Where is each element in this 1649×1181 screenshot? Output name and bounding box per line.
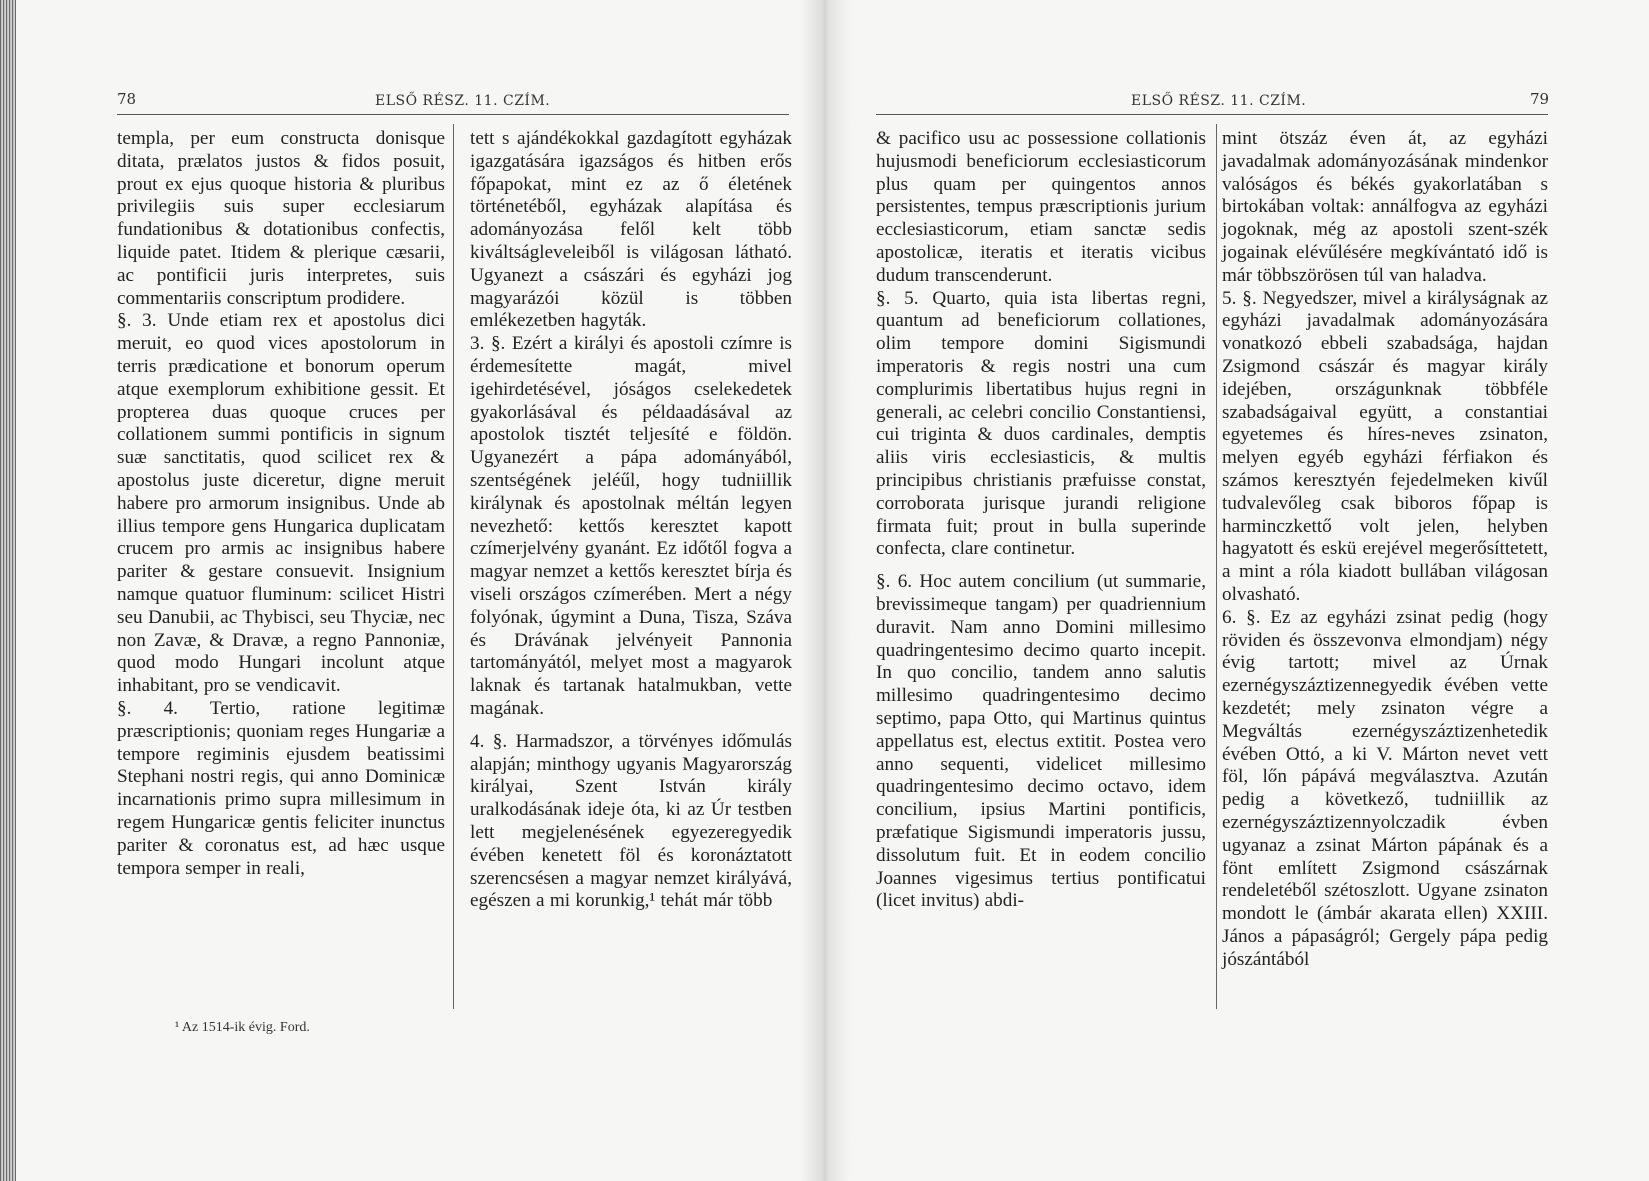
left-running-head: ELSŐ RÉSZ. 11. CZÍM. xyxy=(375,93,551,109)
paragraph: 3. §. Ezért a királyi és apostoli czímre is érdemesítette magát, mivel igehirdetésével, jóságos cselekedetek gyakorlásával és példaadásával az apostolok tisztét teljesíté e földön. Ugyanezért a pápa adományából, szentségének jeléűl, hogy tudniillik királynak és apostolnak méltán legyen nevezhető: kettős keresztet kapott czímerjelvény gyanánt. Ez időtől fogva a magyar nemzet a kettős keresztet bírja és viseli országos czímerében. Mert a négy folyónak, úgymint a Duna, Tisza, Száva és Drávának jelvényeit Pannonia tartományától, melyet most a magyarok laknak és tartanak hatalmukban, vette magának. xyxy=(470,333,792,719)
paragraph: mint ötszáz éven át, az egyházi javadalmak adományozásának mindenkor valóságos és békés gyakorlatában s birtokában voltak: annálfogva az egyházi jogoknak, még az apostoli szent-szék jogainak elévűlésére megkívántató idő is már többszörösen túl van haladva. xyxy=(1222,128,1548,286)
right-page xyxy=(826,0,1649,1181)
left-latin-column xyxy=(117,128,445,880)
right-header-rule xyxy=(876,114,1548,115)
left-column-divider xyxy=(453,124,454,1009)
page-edges xyxy=(0,0,16,1181)
left-page-number: 78 xyxy=(117,90,137,108)
paragraph: 4. §. Harmadszor, a törvényes időmulás alapján; minthogy ugyanis Magyarország királyai, Szent István király uralkodásának ideje óta, ki az Úr testben lett megjelenésének egyezeregyedik évében kenetett föl és koronáztatott szerencsésen a magyar nemzet királyává, egészen a mi korunkig,¹ tehát már több xyxy=(470,730,792,912)
book-gutter xyxy=(800,0,850,1181)
right-hungarian-column xyxy=(1222,128,1548,971)
paragraph: §. 4. Tertio, ratione legitimæ præscriptionis; quoniam reges Hungariæ a tempore regiminis ejusdem beatissimi Stephani nostri regis, qui anno Dominicæ incarnationis primo supra millesimum in regem Hungaricæ gentis feliciter inunctus pariter & coronatus est, ad hæc usque tempora semper in reali, xyxy=(117,697,445,879)
paragraph: tett s ajándékokkal gazdagított egyházak igazgatására igazságos és hitben erős főpapokat, mint ez az ő életének történetéből, egyházak alapítása és adományozása felől kelt több kiváltságleveleiből is világosan látható. Ugyanezt a császári és egyházi jog magyarázói közül is többen emlékezetben hagyták. xyxy=(470,128,792,332)
paragraph: 6. §. Ez az egyházi zsinat pedig (hogy röviden és összevonva elmondjam) négy évig tartott; mivel az Úrnak ezernégyszáztizennegyedik évében vette kezdetét; mely zsinaton végre a Megváltás ezernégyszáztizenhetedik évében Ottó, a ki V. Márton nevet vett föl, lőn pápává megválasztva. Azután pedig a következő, tudniillik az ezernégyszáztizennyolczadik évben ugyanaz a zsinat Márton pápának és a fönt említett Zsigmond császárnak rendeletéből szétoszlott. Ugyane zsinaton mondott le (ámbár akarata ellen) XXIII. János a pápaságról; Gergely pápa pedig jószántából xyxy=(1222,606,1548,970)
paragraph: & pacifico usu ac possessione collationis hujusmodi beneficiorum ecclesiasticorum plus quam per quingentos annos persistentes, tempus præscriptionis jurium ecclesiasticorum, etiam sanctæ sedis apostolicæ, iteratis et iteratis vicibus dudum transcenderunt. xyxy=(876,128,1206,286)
left-hungarian-column xyxy=(470,128,792,913)
paragraph: §. 5. Quarto, quia ista libertas regni, quantum ad beneficiorum collationes, olim tempore domini Sigismundi imperatoris & regis nostri una cum complurimis libertatibus hujus regni in generali, ac celebri concilio Constantiensi, cui triginta & duos cardinales, demptis aliis viris ecclesiasticis, & multis principibus christianis præfuisse constat, corroborata jurisque jurandi religione firmata fuit; prout in bulla superinde confecta, clare continetur. xyxy=(876,287,1206,560)
paragraph: §. 6. Hoc autem concilium (ut summarie, brevissimeque tangam) per quadriennium duravit. Nam anno Domini millesimo quadringentesimo decimo quarto incepit. In quo concilio, tandem anno salutis millesimo quadringentesimo decimo septimo, papa Otto, qui Martinus quintus appellatus est, electus extitit. Postea vero anno sequenti, videlicet millesimo quadringentesimo decimo octavo, idem concilium, ipsius Martini pontificis, præfatique Sigismundi imperatoris jussu, dissolutum fuit. Et in eodem concilio Joannes vigesimus tertius pontificatui (licet invitus) abdi- xyxy=(876,571,1206,912)
left-header-rule xyxy=(117,114,789,115)
right-column-divider xyxy=(1216,124,1217,1009)
right-latin-column xyxy=(876,128,1206,913)
paragraph: templa, per eum constructa donisque ditata, prælatos justos & fidos posuit, prout ex ejus quoque historia & pluribus privilegiis suis super ecclesiarum fundationibus & dotationibus confectis, liquide patet. Itidem & plerique cæsarii, ac pontificii juris interpretes, suis commentariis conscriptum prodidere. xyxy=(117,128,445,309)
footnote: ¹ Az 1514-ik évig. Ford. xyxy=(175,1020,310,1035)
paragraph: §. 3. Unde etiam rex et apostolus dici meruit, eo quod vices apostolorum in terris prædicatione et bonorum operum atque exemplorum exhibitione gessit. Et propterea duas quoque cruces per collationem summi pontificis in signum suæ sanctitatis, quod scilicet rex & apostolus juste diceretur, digne meruit habere pro armorum insignibus. Unde ab illius tempore gens Hungarica duplicatam crucem pro armis ac insignibus habere pariter & gestare consuevit. Insignium namque quatuor fluminum: scilicet Histri seu Danubii, ac Thybisci, seu Thyciæ, nec non Zavæ, & Dravæ, a regno Pannoniæ, quod modo Hungari incolunt atque inhabitant, pro se vendicavit. xyxy=(117,310,445,697)
right-page-number: 79 xyxy=(1530,90,1550,108)
paragraph: 5. §. Negyedszer, mivel a királyságnak az egyházi javadalmak adományozására vonatkozó ebbeli szabadsága, hajdan Zsigmond császár és magyar király idejében, országunknak többféle szabadságaival együtt, a constantiai egyetemes és híres-neves zsinaton, melyen egyéb egyházi férfiakon és számos keresztyén fejedelmeken kivűl tudvalevőleg csak biboros főpap is harminczkettő volt jelen, helyben hagyatott és eskü erejével megerősíttetett, a mint a róla kiadott bullában világosan olvasható. xyxy=(1222,287,1548,605)
right-running-head: ELSŐ RÉSZ. 11. CZÍM. xyxy=(1131,93,1307,109)
